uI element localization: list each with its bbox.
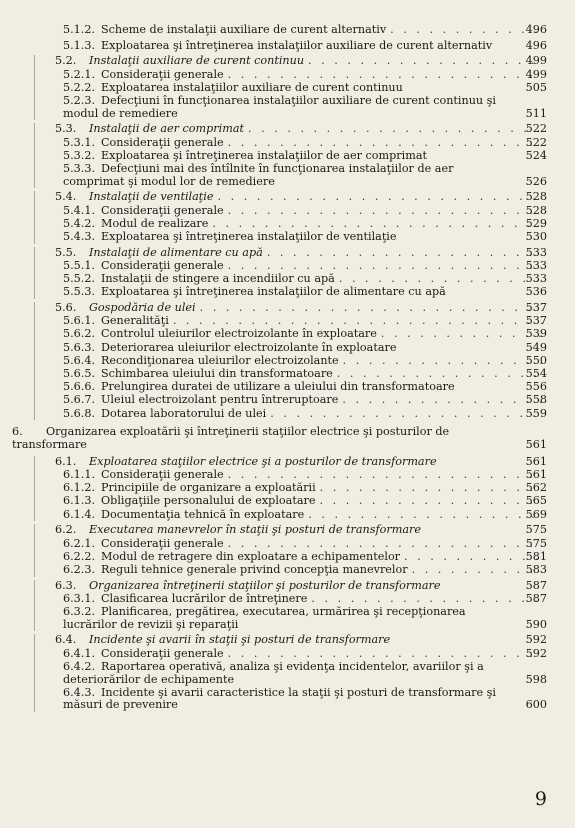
toc-entry (35, 328, 575, 341)
dot-leader (218, 191, 544, 204)
toc-entry-title: Instalaţii de alimentare cu apă (89, 245, 263, 259)
toc-entry-title: Clasificarea lucrărilor de întreţinere (101, 591, 308, 605)
toc-entry-page: 529 (525, 216, 547, 230)
toc-entry-number: 5.5.1. (63, 258, 96, 272)
toc-entry-title: Exploatarea şi întreţinerea instalaţiilor auxiliare de curent alternativ (101, 38, 493, 52)
dot-leader (381, 328, 543, 341)
toc-entry-title: Uleiul electroizolant pentru întreruptoare (101, 393, 339, 407)
toc-entry-page: 526 (525, 174, 547, 188)
toc-entry-title: Instalaţii auxiliare de curent continuu (89, 54, 305, 68)
toc-entry (35, 648, 575, 661)
dot-leader (228, 538, 543, 551)
toc-entry-page: 537 (525, 314, 547, 328)
toc-entry (35, 163, 575, 188)
toc-entry-page: 590 (525, 617, 547, 631)
toc-entry-page: 581 (525, 549, 547, 563)
toc-entry (35, 564, 575, 577)
toc-entry-page: 528 (525, 190, 547, 204)
toc-entry (35, 634, 575, 647)
toc-entry (35, 606, 575, 631)
toc-section-group (34, 247, 575, 299)
toc-entry (35, 482, 575, 495)
toc-entry-page: 558 (525, 393, 547, 407)
dot-leader (342, 394, 543, 407)
toc-entry-title: Reguli tehnice generale privind concepţia manevrelor (101, 562, 408, 576)
toc-entry-title: Consideraţii generale (101, 468, 224, 481)
toc-entry-title: Modul de realizare (101, 216, 209, 230)
toc-entry (35, 231, 575, 244)
toc-entry-title: Generalităţi (101, 314, 169, 328)
toc-section-group (34, 524, 575, 576)
toc-entry-page: 522 (525, 122, 547, 136)
dot-leader (270, 408, 543, 421)
toc-entry (0, 426, 575, 451)
toc-entry-number: 5.2.2. (63, 80, 96, 94)
dot-leader (337, 368, 543, 381)
toc-entry (35, 205, 575, 218)
toc-entry-page: 561 (525, 468, 547, 481)
toc-entry (35, 661, 575, 686)
dot-leader (248, 123, 543, 136)
toc-entry-number: 6.4.2. (63, 659, 96, 673)
toc-entry (35, 286, 575, 299)
toc-entry-page: 550 (525, 353, 547, 367)
toc-entry-number: 5.1.2. (63, 23, 96, 36)
dot-leader (308, 55, 543, 68)
toc-entry-number: 5.3.2. (63, 148, 96, 162)
toc-entry-title: Defecţiuni mai des întîlnite în funcţionarea instalaţiilor de aer comprimat şi modul lor de remediere (63, 162, 454, 188)
dot-leader (228, 260, 543, 273)
toc-entry (35, 247, 575, 260)
toc-entry-title: Raportarea operativă, analiza şi evidenţa incidentelor, avariilor şi a deteriorărilor de echipamente (63, 659, 484, 686)
toc-entry-number: 5.6.5. (63, 367, 96, 381)
toc-entry (35, 509, 575, 522)
toc-entry-page: 592 (525, 633, 547, 647)
toc-entry-number: 5.2.1. (63, 67, 96, 81)
toc-entry (35, 302, 575, 315)
toc-entry-number: 6.3. (55, 578, 77, 592)
page-number: 9 (534, 788, 547, 810)
toc-entry-page: 598 (525, 672, 547, 686)
toc-entry-page: 511 (525, 106, 547, 120)
toc-entry (35, 69, 575, 82)
toc-entry (35, 82, 575, 95)
toc-section-group (34, 580, 575, 632)
toc-entry-number: 6.1.2. (63, 481, 96, 495)
toc-entry-title: Exploatarea staţiilor electrice şi a posturilor de transformare (89, 454, 437, 468)
toc-entry-title: Dotarea laboratorului de ulei (101, 406, 267, 420)
toc-entry-title: Instalaţii de stingere a incendiilor cu apă (101, 272, 335, 286)
toc-entry-number: 5.1.3. (63, 38, 96, 52)
toc-entry-title: Scheme de instalaţii auxiliare de curent alternativ (101, 23, 387, 36)
toc-section-group (34, 634, 575, 712)
dot-leader (228, 469, 543, 482)
toc-entry-title: Prelungirea duratei de utilizare a uleiului din transformatoare (101, 380, 455, 394)
toc-entry-number: 6.4.1. (63, 646, 96, 660)
toc-entry-page: 549 (525, 340, 547, 354)
dot-leader (228, 137, 543, 150)
toc-entry-page: 569 (525, 507, 547, 521)
toc-entry-page: 537 (525, 301, 547, 315)
toc-entry-number: 5.3. (55, 122, 77, 136)
toc-entry-title: Recondiţionarea uleiurilor electroizolante (101, 353, 339, 367)
dot-leader (267, 247, 543, 260)
toc-entry-page: 533 (525, 272, 547, 286)
toc-entry (35, 342, 575, 355)
dot-leader (319, 495, 543, 508)
toc-entry-page: 561 (525, 454, 547, 468)
toc-entry-title: Gospodăria de ulei (89, 301, 196, 315)
dot-leader (228, 69, 543, 82)
toc-entry (35, 381, 575, 394)
toc-entry-page: 533 (525, 245, 547, 259)
toc-entry (35, 408, 575, 421)
toc-entry (35, 469, 575, 482)
toc-entry-number: 5.5. (55, 245, 77, 259)
toc-entry-number: 5.6.7. (63, 393, 96, 407)
toc-section-group (34, 123, 575, 188)
toc-entry-title: Organizarea exploatării şi întreţinerii staţiilor electrice şi posturilor de transformare (12, 425, 450, 452)
toc-entry-title: Instalaţii de aer comprimat (89, 122, 244, 136)
toc-entry-page: 499 (525, 67, 547, 81)
toc-entry (35, 273, 575, 286)
toc-entry-number: 6.1.4. (63, 507, 96, 521)
toc-entry-page: 499 (525, 54, 547, 68)
toc-entry-number: 5.2. (55, 54, 77, 68)
toc-entry-number: 5.3.3. (63, 162, 96, 176)
toc-entry-page: 600 (525, 698, 547, 712)
toc-entry-title: Incidente şi avarii caracteristice la staţii şi posturi de transformare şi măsuri de prevenire (63, 685, 497, 712)
toc-entry-title: Controlul uleiurilor electroizolante în exploatare (101, 327, 377, 341)
toc-entry-number: 5.6.6. (63, 380, 96, 394)
toc-entry-number: 5.6.4. (63, 353, 96, 367)
toc-entry-title: Exploatarea instalaţiilor auxiliare de curent continuu (101, 80, 403, 94)
toc-entry-page: 524 (525, 148, 547, 162)
dot-leader (308, 509, 543, 522)
toc-entry-number: 5.4.3. (63, 230, 96, 244)
toc-entry-page: 587 (525, 591, 547, 605)
toc-entry-page: 562 (525, 481, 547, 495)
toc-entry (35, 315, 575, 328)
toc-entry-page: 587 (525, 578, 547, 592)
dot-leader (343, 355, 543, 368)
toc-entry-title: Consideraţii generale (101, 536, 224, 550)
toc-entry-number: 6. (12, 425, 23, 439)
toc-section-group (34, 191, 575, 243)
toc-entry-number: 6.4. (55, 633, 77, 647)
toc-entry-page: 561 (525, 438, 547, 452)
toc-entry (35, 137, 575, 150)
toc-entry-number: 5.4. (55, 190, 77, 204)
toc-entry-title: Modul de retragere din exploatare a echipamentelor (101, 549, 401, 563)
dot-leader (228, 648, 543, 661)
toc-entry-page: 575 (525, 536, 547, 550)
toc-entry-title: Documentaţia tehnică în exploatare (101, 507, 305, 521)
toc-section-group (34, 55, 575, 120)
toc-entry (35, 551, 575, 564)
table-of-contents (0, 24, 575, 715)
toc-entry-number: 5.4.1. (63, 203, 96, 217)
toc-entry-number: 5.2.3. (63, 94, 96, 108)
toc-entry (35, 368, 575, 381)
dot-leader (200, 302, 543, 315)
dot-leader (320, 482, 543, 495)
toc-entry (35, 191, 575, 204)
toc-entry-title: Principiile de organizare a exploatării (101, 481, 316, 495)
toc-entry-number: 6.2.2. (63, 549, 96, 563)
toc-entry (35, 580, 575, 593)
toc-entry-number: 6.1.1. (63, 468, 96, 481)
toc-entry-number: 5.6.3. (63, 340, 96, 354)
toc-entry-page: 559 (525, 406, 547, 420)
toc-entry-page: 528 (525, 203, 547, 217)
toc-entry-title: Obligaţiile personalului de exploatare (101, 494, 316, 508)
toc-section-group (34, 456, 575, 522)
toc-entry-number: 6.2.1. (63, 536, 96, 550)
toc-entry-page: 565 (525, 494, 547, 508)
toc-entry (35, 538, 575, 551)
toc-entry-title: Incidente şi avarii în staţii şi posturi de transformare (89, 633, 391, 647)
toc-entry-title: Planificarea, pregătirea, executarea, urmărirea şi recepţionarea lucrărilor de revizii şi reparaţii (63, 605, 466, 631)
toc-entry-number: 5.3.1. (63, 135, 96, 149)
toc-entry-number: 5.6.1. (63, 314, 96, 328)
toc-entry-number: 6.2.3. (63, 562, 96, 576)
toc-entry (35, 456, 575, 469)
toc-entry-title: Consideraţii generale (101, 135, 224, 149)
toc-section-group (34, 40, 575, 53)
toc-entry-page: 505 (525, 80, 547, 94)
toc-entry (35, 95, 575, 120)
toc-entry (35, 524, 575, 537)
toc-entry (35, 150, 575, 163)
toc-entry-title: Consideraţii generale (101, 258, 224, 272)
toc-entry-page: 522 (525, 135, 547, 149)
toc-entry-number: 6.1. (55, 454, 77, 468)
toc-entry-page: 583 (525, 562, 547, 576)
toc-entry (35, 593, 575, 606)
toc-section-group (34, 24, 575, 37)
toc-entry-page: 536 (525, 285, 547, 299)
toc-entry-page: 496 (525, 23, 547, 36)
toc-entry-number: 6.4.3. (63, 685, 96, 699)
toc-entry-number: 5.5.3. (63, 285, 96, 299)
toc-entry-title: Consideraţii generale (101, 646, 224, 660)
toc-entry-page: 556 (525, 380, 547, 394)
dot-leader (228, 205, 543, 218)
toc-entry (35, 218, 575, 231)
toc-entry-page: 530 (525, 230, 547, 244)
toc-entry (35, 40, 575, 53)
toc-entry (35, 355, 575, 368)
toc-entry-title: Instalaţii de ventilaţie (89, 190, 214, 204)
toc-entry-number: 5.6. (55, 301, 77, 315)
dot-leader (311, 593, 543, 606)
dot-leader (173, 315, 543, 328)
toc-entry (35, 260, 575, 273)
toc-entry (35, 687, 575, 712)
toc-entry-title: Exploatarea şi întreţinerea instalaţiilor de aer comprimat (101, 148, 428, 162)
toc-entry-page: 496 (525, 38, 547, 52)
toc-entry (35, 55, 575, 68)
toc-entry-number: 6.2. (55, 523, 77, 537)
toc-entry-page: 533 (525, 258, 547, 272)
toc-entry-number: 6.3.1. (63, 591, 96, 605)
toc-entry (35, 394, 575, 407)
toc-entry-title: Exploatarea şi întreţinerea instalaţiilor de ventilaţie (101, 230, 397, 244)
toc-entry-title: Schimbarea uleiului din transformatoare (101, 367, 333, 381)
toc-entry-title: Exploatarea şi întreţinerea instalaţiilor de alimentare cu apă (101, 285, 446, 299)
toc-entry-number: 5.5.2. (63, 272, 96, 286)
dot-leader (339, 273, 543, 286)
toc-entry-page: 539 (525, 327, 547, 341)
toc-entry-title: Organizarea întreţinerii staţiilor şi posturilor de transformare (89, 578, 441, 592)
toc-entry-title: Consideraţii generale (101, 203, 224, 217)
toc-entry-number: 6.3.2. (63, 605, 96, 619)
toc-entry (35, 495, 575, 508)
toc-entry-title: Defecţiuni în funcţionarea instalaţiilor auxiliare de curent continuu şi modul de remediere (63, 94, 496, 120)
toc-entry-number: 5.6.8. (63, 406, 96, 420)
toc-section-group (34, 302, 575, 420)
toc-entry (35, 123, 575, 136)
dot-leader (212, 218, 543, 231)
toc-entry-page: 554 (525, 367, 547, 381)
toc-entry-title: Consideraţii generale (101, 67, 224, 81)
toc-entry-page: 592 (525, 646, 547, 660)
toc-entry-number: 6.1.3. (63, 494, 96, 508)
toc-entry-title: Deteriorarea uleiurilor electroizolante în exploatare (101, 340, 397, 354)
toc-entry-number: 5.6.2. (63, 327, 96, 341)
toc-entry-number: 5.4.2. (63, 216, 96, 230)
toc-entry-page: 575 (525, 523, 547, 537)
toc-entry-title: Executarea manevrelor în staţii şi posturi de transformare (89, 523, 421, 537)
toc-entry (35, 24, 575, 37)
